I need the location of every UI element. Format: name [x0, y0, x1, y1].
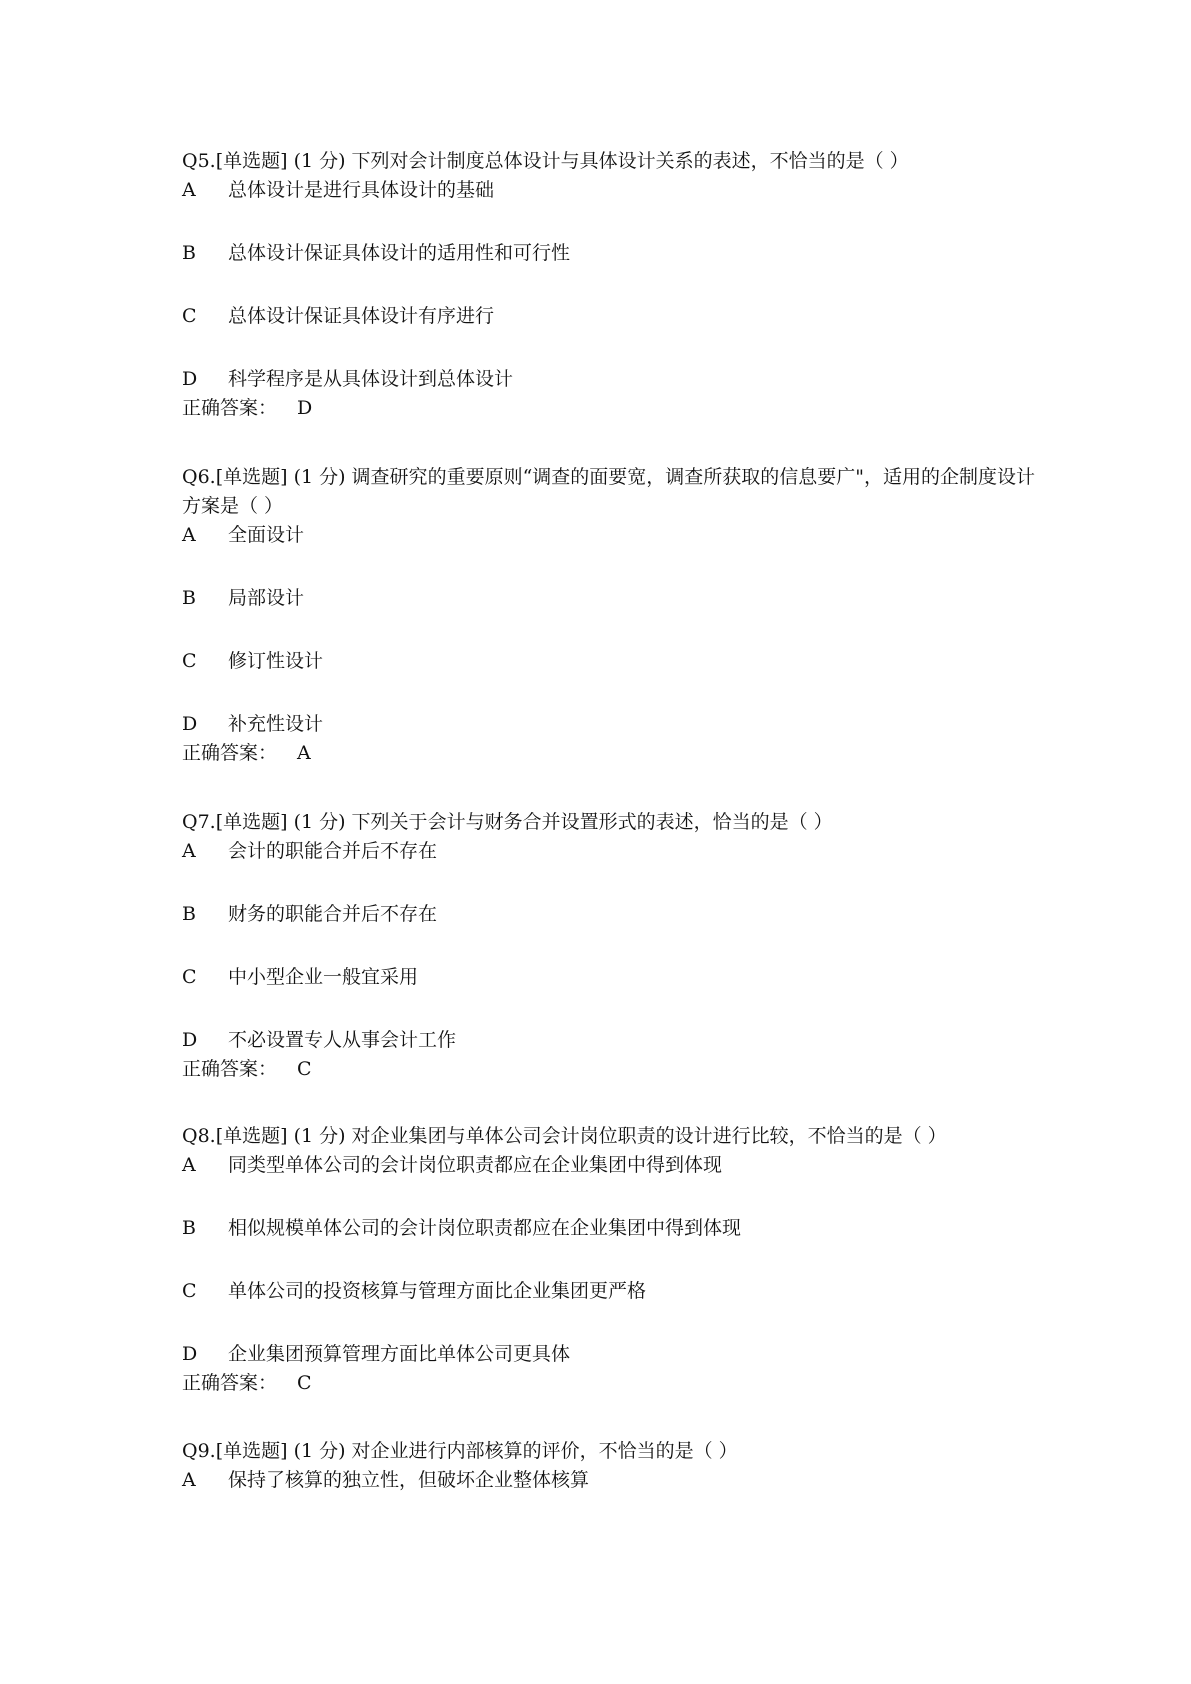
- question-title: Q6.[单选题] (1 分) 调查研究的重要原则“调查的面要宽，调查所获取的信息要广"，适用的企制度设计方案是（ ）: [182, 466, 1036, 517]
- option-text: 总体设计是进行具体设计的基础: [228, 179, 495, 201]
- option-letter: C: [182, 966, 197, 988]
- option-letter: D: [182, 1029, 198, 1051]
- option-d: [182, 1026, 1042, 1055]
- correct-answer: [182, 739, 1042, 768]
- answer-label: 正确答案：: [182, 742, 278, 764]
- option-a: [182, 837, 1042, 866]
- option-text: 科学程序是从具体设计到总体设计: [228, 368, 514, 390]
- option-d: [182, 1340, 1042, 1369]
- option-text: 保持了核算的独立性，但破坏企业整体核算: [228, 1469, 590, 1491]
- answer-value: D: [297, 397, 313, 419]
- option-c: [182, 302, 1042, 331]
- option-text: 修订性设计: [228, 650, 324, 672]
- option-text: 企业集团预算管理方面比单体公司更具体: [228, 1343, 571, 1365]
- option-letter: A: [182, 1154, 196, 1176]
- correct-answer: [182, 1055, 1042, 1084]
- option-text: 总体设计保证具体设计有序进行: [228, 305, 495, 327]
- option-letter: D: [182, 1343, 198, 1365]
- option-letter: A: [182, 524, 196, 546]
- question-title: Q9.[单选题] (1 分) 对企业进行内部核算的评价，不恰当的是（ ）: [182, 1440, 738, 1462]
- option-d: [182, 710, 1042, 739]
- option-text: 财务的职能合并后不存在: [228, 903, 438, 925]
- option-letter: A: [182, 1469, 196, 1491]
- option-letter: C: [182, 305, 197, 327]
- option-letter: C: [182, 650, 197, 672]
- option-letter: D: [182, 713, 198, 735]
- option-c: [182, 1277, 1042, 1306]
- question-title: Q5.[单选题] (1 分) 下列对会计制度总体设计与具体设计关系的表述，不恰当的是（ ）: [182, 150, 909, 172]
- answer-value: C: [297, 1372, 312, 1394]
- option-c: [182, 647, 1042, 676]
- option-text: 总体设计保证具体设计的适用性和可行性: [228, 242, 571, 264]
- option-letter: B: [182, 587, 196, 609]
- question-q9: [182, 1437, 1042, 1495]
- correct-answer: [182, 1369, 1042, 1398]
- option-a: [182, 176, 1042, 205]
- option-d: [182, 365, 1042, 394]
- answer-value: C: [297, 1058, 312, 1080]
- answer-label: 正确答案：: [182, 1372, 278, 1394]
- option-letter: B: [182, 1217, 196, 1239]
- option-letter: B: [182, 903, 196, 925]
- option-text: 补充性设计: [228, 713, 324, 735]
- option-letter: A: [182, 179, 196, 201]
- option-letter: D: [182, 368, 198, 390]
- question-q7: [182, 808, 1042, 1084]
- option-text: 中小型企业一般宜采用: [228, 966, 419, 988]
- option-text: 会计的职能合并后不存在: [228, 840, 438, 862]
- option-text: 同类型单体公司的会计岗位职责都应在企业集团中得到体现: [228, 1154, 723, 1176]
- question-q8: [182, 1122, 1042, 1398]
- question-title: Q7.[单选题] (1 分) 下列关于会计与财务合并设置形式的表述，恰当的是（ ）: [182, 811, 833, 833]
- option-text: 不必设置专人从事会计工作: [228, 1029, 457, 1051]
- option-b: [182, 584, 1042, 613]
- option-b: [182, 1214, 1042, 1243]
- option-text: 全面设计: [228, 524, 305, 546]
- option-letter: B: [182, 242, 196, 264]
- option-c: [182, 963, 1042, 992]
- question-q5: [182, 147, 1042, 423]
- answer-label: 正确答案：: [182, 1058, 278, 1080]
- option-a: [182, 521, 1042, 550]
- option-a: [182, 1151, 1042, 1180]
- option-text: 单体公司的投资核算与管理方面比企业集团更严格: [228, 1280, 647, 1302]
- question-q6: [182, 463, 1042, 768]
- answer-value: A: [297, 742, 311, 764]
- option-text: 相似规模单体公司的会计岗位职责都应在企业集团中得到体现: [228, 1217, 742, 1239]
- option-letter: C: [182, 1280, 197, 1302]
- question-title: Q8.[单选题] (1 分) 对企业集团与单体公司会计岗位职责的设计进行比较，不恰当的是（ ）: [182, 1125, 947, 1147]
- option-a: [182, 1466, 1042, 1495]
- answer-label: 正确答案：: [182, 397, 278, 419]
- option-letter: A: [182, 840, 196, 862]
- option-b: [182, 239, 1042, 268]
- option-text: 局部设计: [228, 587, 305, 609]
- correct-answer: [182, 394, 1042, 423]
- option-b: [182, 900, 1042, 929]
